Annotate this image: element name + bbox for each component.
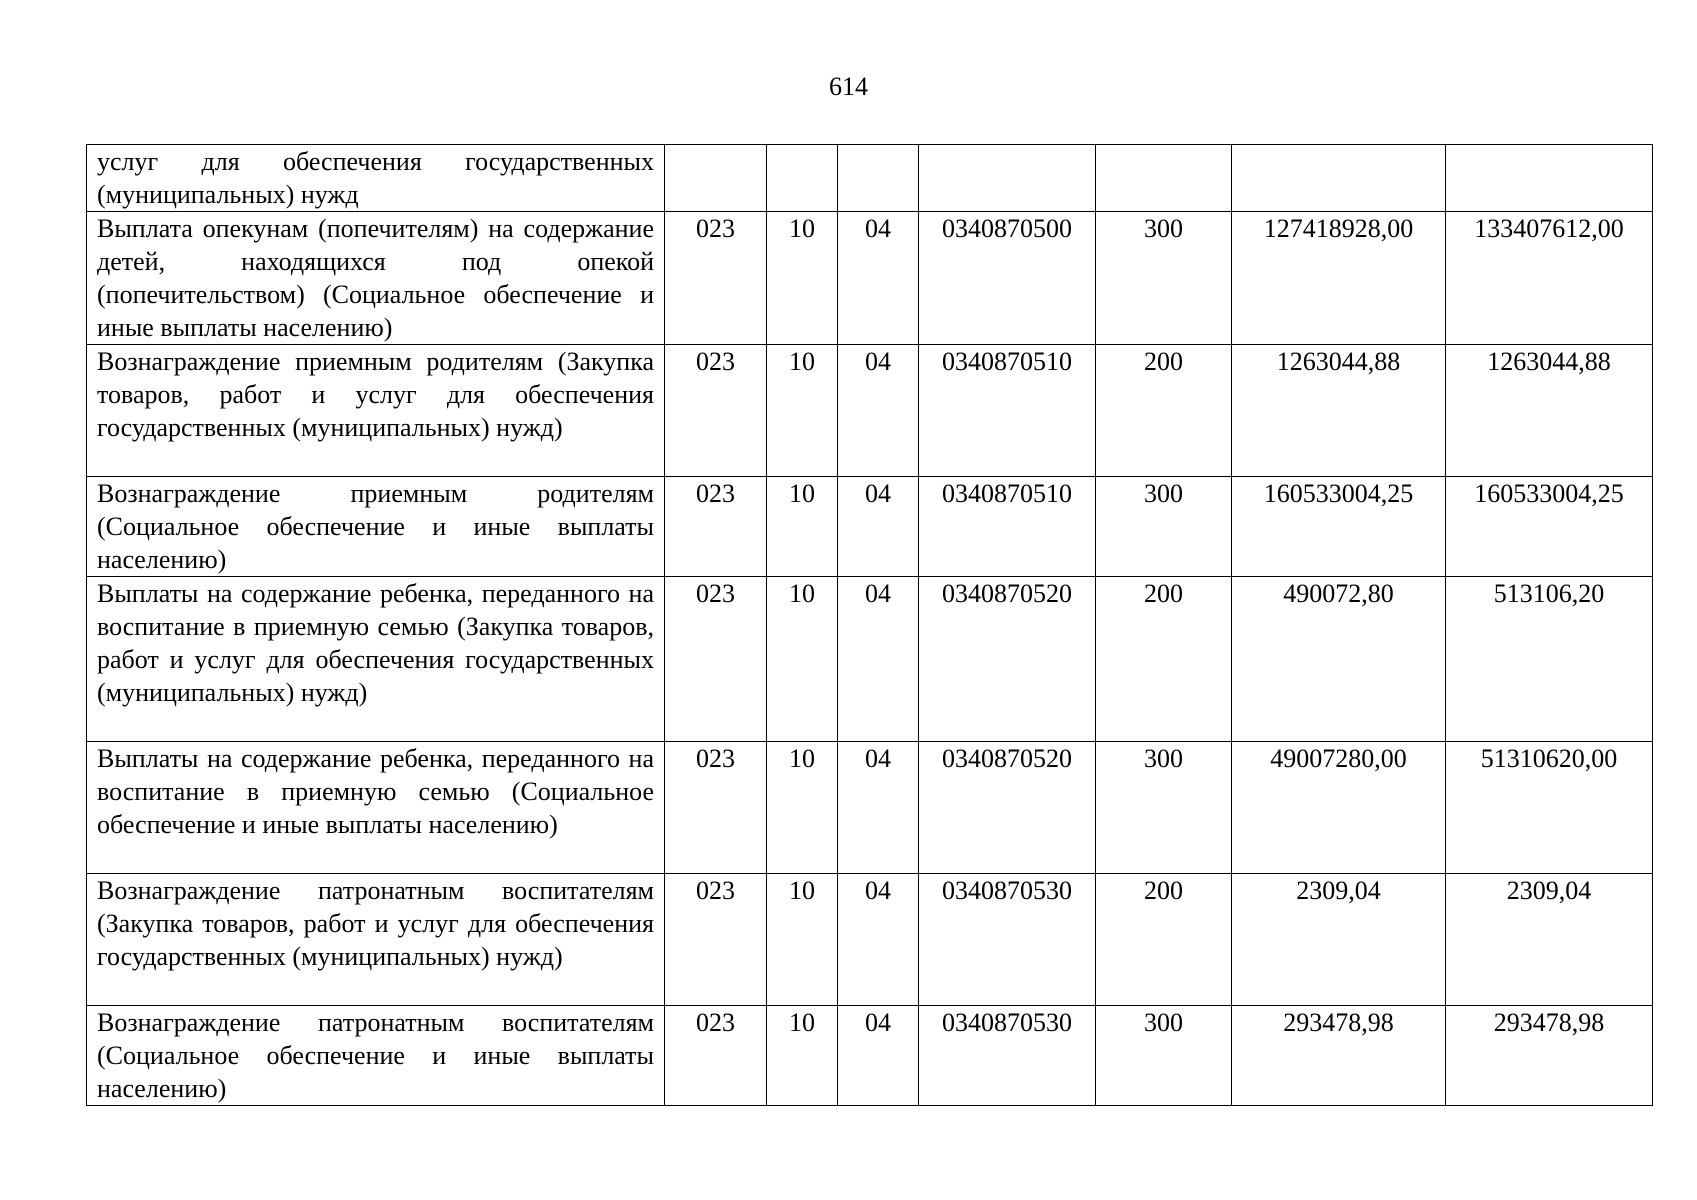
section-code: 10	[767, 874, 838, 1006]
target-article-code	[919, 145, 1096, 212]
row-description: услуг для обеспечения государственных (муниципальных) нужд	[87, 145, 665, 212]
amount-year2: 293478,98	[1446, 1006, 1653, 1106]
amount-year2: 160533004,25	[1446, 477, 1653, 577]
expense-type-code: 300	[1096, 212, 1232, 345]
section-code: 10	[767, 477, 838, 577]
subsection-code: 04	[838, 1006, 919, 1106]
page-number: 614	[829, 72, 868, 101]
amount-year1: 490072,80	[1232, 577, 1446, 742]
table-row	[87, 212, 1653, 345]
amount-year2: 1263044,88	[1446, 345, 1653, 477]
target-article-code: 0340870530	[919, 1006, 1096, 1106]
section-code: 10	[767, 577, 838, 742]
expense-type-code	[1096, 145, 1232, 212]
section-code: 10	[767, 1006, 838, 1106]
amount-year1: 127418928,00	[1232, 212, 1446, 345]
subsection-code: 04	[838, 577, 919, 742]
amount-year2: 513106,20	[1446, 577, 1653, 742]
ministry-code: 023	[665, 477, 767, 577]
section-code: 10	[767, 212, 838, 345]
expense-type-code: 200	[1096, 577, 1232, 742]
row-description: Вознаграждение приемным родителям (Социальное обеспечение и иные выплаты населению)	[87, 477, 665, 577]
target-article-code: 0340870500	[919, 212, 1096, 345]
ministry-code: 023	[665, 577, 767, 742]
subsection-code: 04	[838, 874, 919, 1006]
row-description: Выплаты на содержание ребенка, переданного на воспитание в приемную семью (Социальное обеспечение и иные выплаты населению)	[87, 742, 665, 874]
ministry-code: 023	[665, 212, 767, 345]
ministry-code: 023	[665, 1006, 767, 1106]
expense-type-code: 300	[1096, 1006, 1232, 1106]
amount-year2: 133407612,00	[1446, 212, 1653, 345]
amount-year2: 51310620,00	[1446, 742, 1653, 874]
table-row	[87, 345, 1653, 477]
expense-type-code: 200	[1096, 874, 1232, 1006]
ministry-code: 023	[665, 345, 767, 477]
expense-type-code: 300	[1096, 742, 1232, 874]
ministry-code	[665, 145, 767, 212]
target-article-code: 0340870510	[919, 345, 1096, 477]
amount-year1: 293478,98	[1232, 1006, 1446, 1106]
row-description: Вознаграждение патронатным воспитателям (Социальное обеспечение и иные выплаты населению)	[87, 1006, 665, 1106]
target-article-code: 0340870510	[919, 477, 1096, 577]
target-article-code: 0340870520	[919, 577, 1096, 742]
amount-year1: 2309,04	[1232, 874, 1446, 1006]
target-article-code: 0340870530	[919, 874, 1096, 1006]
target-article-code: 0340870520	[919, 742, 1096, 874]
row-description: Вознаграждение патронатным воспитателям (Закупка товаров, работ и услуг для обеспечения государственных (муниципальных) нужд)	[87, 874, 665, 1006]
section-code	[767, 145, 838, 212]
table-row	[87, 742, 1653, 874]
amount-year1: 160533004,25	[1232, 477, 1446, 577]
table-row	[87, 477, 1653, 577]
amount-year1	[1232, 145, 1446, 212]
expense-type-code: 300	[1096, 477, 1232, 577]
amount-year1: 1263044,88	[1232, 345, 1446, 477]
expense-type-code: 200	[1096, 345, 1232, 477]
table-row	[87, 145, 1653, 212]
subsection-code: 04	[838, 345, 919, 477]
ministry-code: 023	[665, 742, 767, 874]
budget-table	[86, 144, 1653, 1106]
subsection-code	[838, 145, 919, 212]
subsection-code: 04	[838, 212, 919, 345]
subsection-code: 04	[838, 477, 919, 577]
amount-year2	[1446, 145, 1653, 212]
table-row	[87, 577, 1653, 742]
section-code: 10	[767, 742, 838, 874]
amount-year2: 2309,04	[1446, 874, 1653, 1006]
subsection-code: 04	[838, 742, 919, 874]
row-description: Выплата опекунам (попечителям) на содержание детей, находящихся под опекой (попечительством) (Социальное обеспечение и иные выплаты населению)	[87, 212, 665, 345]
ministry-code: 023	[665, 874, 767, 1006]
section-code: 10	[767, 345, 838, 477]
table-row	[87, 1006, 1653, 1106]
amount-year1: 49007280,00	[1232, 742, 1446, 874]
table-row	[87, 874, 1653, 1006]
row-description: Вознаграждение приемным родителям (Закупка товаров, работ и услуг для обеспечения государственных (муниципальных) нужд)	[87, 345, 665, 477]
row-description: Выплаты на содержание ребенка, переданного на воспитание в приемную семью (Закупка товаров, работ и услуг для обеспечения государственных (муниципальных) нужд)	[87, 577, 665, 742]
